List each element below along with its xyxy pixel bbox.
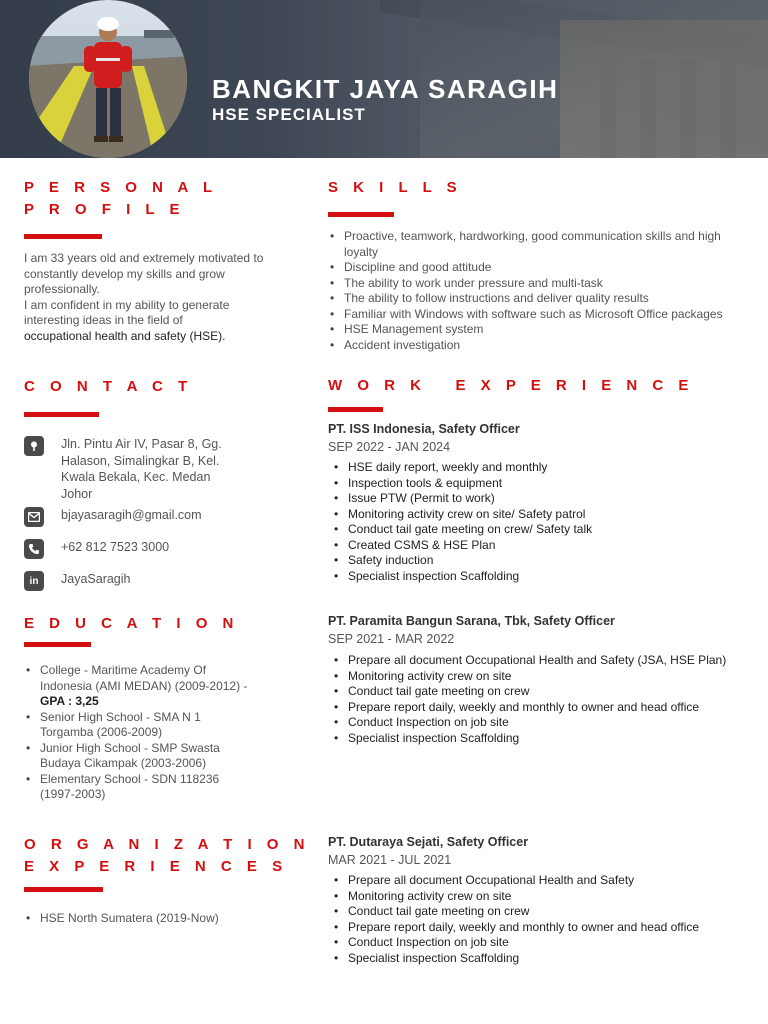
- job-duty: • Conduct tail gate meeting on crew: [332, 684, 758, 700]
- profile-divider: [24, 234, 102, 239]
- skill-item: • Discipline and good attitude: [328, 260, 728, 276]
- job-duty: • Specialist inspection Scaffolding: [332, 731, 758, 747]
- job-duty: • Monitoring activity crew on site/ Safety patrol: [332, 507, 758, 523]
- job-title: PT. ISS Indonesia, Safety Officer: [328, 422, 520, 436]
- contact-linkedin-row[interactable]: [24, 571, 131, 591]
- phone-icon: [24, 539, 44, 559]
- job-duty: • Prepare report daily, weekly and monthly to owner and head office: [332, 920, 758, 936]
- job-duties-list: [332, 653, 758, 746]
- job-duty: • Conduct tail gate meeting on crew/ Safety talk: [332, 522, 758, 538]
- skill-item: • Accident investigation: [328, 338, 728, 354]
- job-date: SEP 2021 - MAR 2022: [328, 632, 455, 646]
- job-duty: • Specialist inspection Scaffolding: [332, 569, 758, 585]
- profile-title-line1: P E R S O N A L: [24, 179, 218, 196]
- job-duty: • Prepare all document Occupational Health and Safety: [332, 873, 758, 889]
- job-duty: • Conduct Inspection on job site: [332, 715, 758, 731]
- skill-item: • The ability to work under pressure and multi-task: [328, 276, 728, 292]
- header-bg-shape: [600, 60, 616, 158]
- job-duty: • Inspection tools & equipment: [332, 476, 758, 492]
- profile-paragraph-2: I am confident in my ability to generate interesting ideas in the field of: [24, 297, 230, 327]
- work-section-title: W O R K E X P E R I E N C E: [328, 377, 694, 394]
- location-icon: [24, 436, 44, 456]
- work-divider: [328, 407, 383, 412]
- job-duty: • Created CSMS & HSE Plan: [332, 538, 758, 554]
- contact-address: Jln. Pintu Air IV, Pasar 8, Gg. Halason, Simalingkar B, Kel. Kwala Bekala, Kec. Medan Johor: [61, 437, 222, 501]
- profile-paragraph-3: occupational health and safety (HSE).: [24, 328, 226, 343]
- education-item: • Junior High School - SMP Swasta Budaya Cikampak (2003-2006): [24, 741, 254, 772]
- header-bg-shape: [560, 20, 768, 158]
- contact-linkedin[interactable]: JayaSaragih: [61, 572, 131, 586]
- organization-title-line1: O R G A N I Z A T I O N: [24, 836, 310, 853]
- job-title: PT. Dutaraya Sejati, Safety Officer: [328, 835, 529, 849]
- education-college: College - Maritime Academy Of Indonesia (AMI MEDAN) (2009-2012) -: [40, 663, 248, 693]
- job-duty: • Specialist inspection Scaffolding: [332, 951, 758, 967]
- email-icon: [24, 507, 44, 527]
- education-item: • Senior High School - SMA N 1 Torgamba (2006-2009): [24, 710, 254, 741]
- skills-list: [328, 229, 728, 353]
- linkedin-icon: in: [24, 571, 44, 591]
- candidate-role: HSE SPECIALIST: [212, 105, 366, 124]
- skills-section-title: S K I L L S: [328, 179, 463, 196]
- job-duties-list: [332, 873, 758, 966]
- job-duty: • Conduct Inspection on job site: [332, 935, 758, 951]
- contact-email-row[interactable]: [24, 507, 202, 527]
- candidate-name: BANGKIT JAYA SARAGIH: [212, 74, 559, 104]
- job-duty: • Issue PTW (Permit to work): [332, 491, 758, 507]
- job-duty: • Prepare all document Occupational Health and Safety (JSA, HSE Plan): [332, 653, 758, 669]
- job-duty: • Safety induction: [332, 553, 758, 569]
- job-duties-list: [332, 460, 758, 584]
- contact-divider: [24, 412, 99, 417]
- education-item: • Elementary School - SDN 118236 (1997-2003): [24, 772, 254, 803]
- contact-email[interactable]: bjayasaragih@gmail.com: [61, 508, 202, 522]
- education-section-title: E D U C A T I O N: [24, 615, 239, 632]
- profile-section-title: [24, 177, 218, 221]
- contact-phone-row[interactable]: [24, 539, 169, 559]
- organization-title-line2: E X P E R I E N C E S: [24, 858, 288, 875]
- contact-phone[interactable]: +62 812 7523 3000: [61, 540, 170, 554]
- header-bg-shape: [680, 60, 696, 158]
- profile-title-line2: P R O F I L E: [24, 201, 185, 218]
- organization-section-title: [24, 834, 310, 878]
- header-bg-shape: [380, 0, 768, 67]
- profile-photo: [24, 0, 192, 158]
- skill-item: • Proactive, teamwork, hardworking, good communication skills and high loyalty: [328, 229, 728, 260]
- job-duty: • Monitoring activity crew on site: [332, 889, 758, 905]
- education-gpa: GPA : 3,25: [40, 694, 99, 708]
- contact-address-row: [24, 436, 231, 502]
- job-duty: • Prepare report daily, weekly and monthly to owner and head office: [332, 700, 758, 716]
- job-date: SEP 2022 - JAN 2024: [328, 440, 451, 454]
- skill-item: • Familiar with Windows with software such as Microsoft Office packages: [328, 307, 728, 323]
- job-duty: • Conduct tail gate meeting on crew: [332, 904, 758, 920]
- skills-divider: [328, 212, 394, 217]
- skill-item: • HSE Management system: [328, 322, 728, 338]
- organization-list: [24, 911, 274, 927]
- skill-item: • The ability to follow instructions and deliver quality results: [328, 291, 728, 307]
- job-duty: • HSE daily report, weekly and monthly: [332, 460, 758, 476]
- education-item: [24, 663, 254, 710]
- education-divider: [24, 642, 91, 647]
- contact-section-title: C O N T A C T: [24, 378, 193, 395]
- profile-text: [24, 251, 274, 344]
- job-date: MAR 2021 - JUL 2021: [328, 853, 452, 867]
- education-list: [24, 663, 254, 803]
- header-bg-shape: [720, 60, 736, 158]
- organization-item: • HSE North Sumatera (2019-Now): [24, 911, 274, 927]
- profile-paragraph-1: I am 33 years old and extremely motivated to constantly develop my skills and grow professionally.: [24, 251, 264, 296]
- job-duty: • Monitoring activity crew on site: [332, 669, 758, 685]
- organization-divider: [24, 887, 103, 892]
- job-title: PT. Paramita Bangun Sarana, Tbk, Safety Officer: [328, 614, 615, 628]
- header-bg-shape: [640, 60, 656, 158]
